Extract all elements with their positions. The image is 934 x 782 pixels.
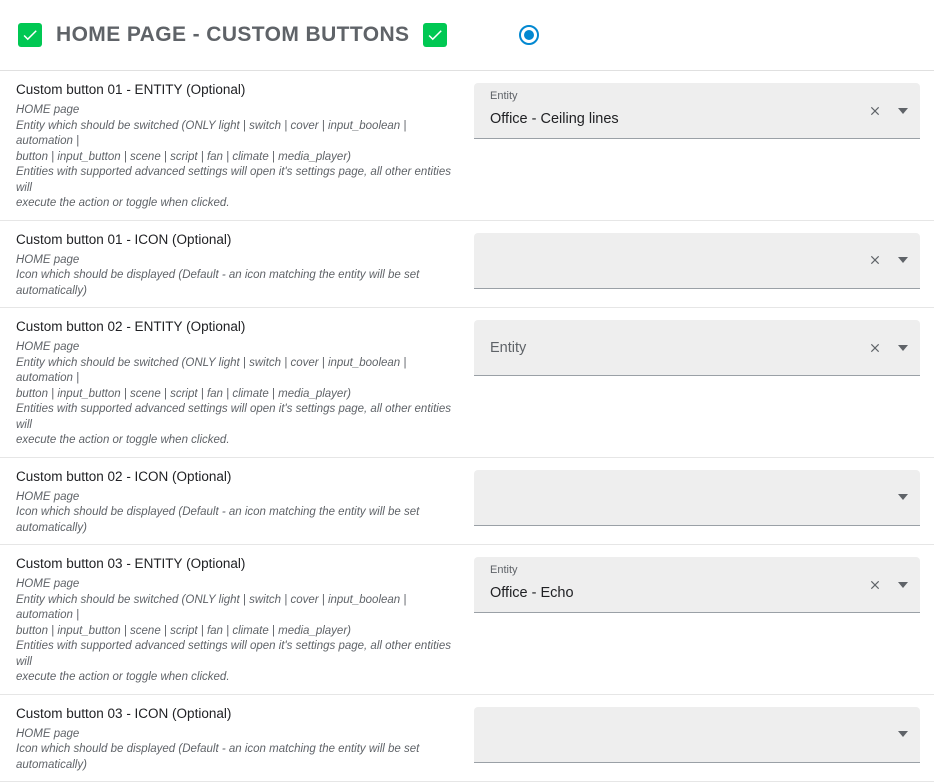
caret xyxy=(898,108,908,114)
setting-label-group xyxy=(0,318,474,449)
description-line: HOME page xyxy=(16,340,456,356)
description-line: button | input_button | scene | script | fan | climate | media_player) xyxy=(16,387,456,403)
setting-title: Custom button 02 - ICON (Optional) xyxy=(16,468,456,486)
setting-control-group xyxy=(474,318,934,376)
setting-row xyxy=(0,308,934,458)
description-line: button | input_button | scene | script | fan | climate | media_player) xyxy=(16,150,456,166)
caret xyxy=(898,582,908,588)
field-icons xyxy=(886,488,912,506)
setting-title: Custom button 02 - ENTITY (Optional) xyxy=(16,318,456,336)
chevron-down-icon[interactable] xyxy=(894,102,912,120)
description-line: Entities with supported advanced settings will open it's settings page, all other entities will xyxy=(16,165,456,196)
field-label: Entity xyxy=(490,90,518,103)
description-line: automatically) xyxy=(16,521,456,537)
field-icons xyxy=(886,725,912,743)
description-line: Icon which should be displayed (Default - an icon matching the entity will be set xyxy=(16,268,456,284)
description-line: HOME page xyxy=(16,253,456,269)
radio-selected-icon[interactable] xyxy=(519,25,539,45)
setting-control-group xyxy=(474,81,934,139)
setting-title: Custom button 03 - ICON (Optional) xyxy=(16,705,456,723)
setting-title: Custom button 01 - ENTITY (Optional) xyxy=(16,81,456,99)
description-line: automatically) xyxy=(16,758,456,774)
field-icons xyxy=(858,102,912,120)
setting-label-group xyxy=(0,231,474,300)
description-line: button | input_button | scene | script | fan | climate | media_player) xyxy=(16,624,456,640)
field-value: Office - Ceiling lines xyxy=(490,95,858,127)
setting-control-group xyxy=(474,705,934,763)
description-line: HOME page xyxy=(16,103,456,119)
icon-select-field[interactable] xyxy=(474,707,920,763)
chevron-down-icon[interactable] xyxy=(894,488,912,506)
description-line: execute the action or toggle when clicked. xyxy=(16,196,456,212)
setting-label-group xyxy=(0,705,474,774)
checkbox-checked-icon-right[interactable] xyxy=(423,23,447,47)
setting-label-group xyxy=(0,81,474,212)
entity-select-field[interactable] xyxy=(474,557,920,613)
description-line: Entity which should be switched (ONLY light | switch | cover | input_boolean | automation | xyxy=(16,119,456,150)
clear-icon[interactable] xyxy=(866,339,884,357)
caret xyxy=(898,257,908,263)
setting-description xyxy=(16,577,456,686)
description-line: Entities with supported advanced settings will open it's settings page, all other entities will xyxy=(16,639,456,670)
setting-description xyxy=(16,103,456,212)
setting-label-group xyxy=(0,555,474,686)
caret xyxy=(898,731,908,737)
setting-row xyxy=(0,545,934,695)
chevron-down-icon[interactable] xyxy=(894,576,912,594)
setting-description xyxy=(16,490,456,537)
setting-label-group xyxy=(0,468,474,537)
clear-icon[interactable] xyxy=(866,251,884,269)
page-title: HOME PAGE - CUSTOM BUTTONS xyxy=(56,23,409,47)
entity-select-field[interactable] xyxy=(474,83,920,139)
description-line: Entity which should be switched (ONLY light | switch | cover | input_boolean | automation | xyxy=(16,356,456,387)
description-line: execute the action or toggle when clicked. xyxy=(16,433,456,449)
caret xyxy=(898,345,908,351)
description-line: Entity which should be switched (ONLY light | switch | cover | input_boolean | automation | xyxy=(16,593,456,624)
setting-description xyxy=(16,253,456,300)
icon-select-field[interactable] xyxy=(474,470,920,526)
setting-row xyxy=(0,695,934,782)
setting-control-group xyxy=(474,468,934,526)
field-value: Office - Echo xyxy=(490,569,858,601)
description-line: Icon which should be displayed (Default - an icon matching the entity will be set xyxy=(16,505,456,521)
setting-row xyxy=(0,71,934,221)
clear-icon[interactable] xyxy=(866,576,884,594)
field-placeholder: Entity xyxy=(490,340,858,356)
description-line: execute the action or toggle when clicked. xyxy=(16,670,456,686)
chevron-down-icon[interactable] xyxy=(894,725,912,743)
icon-select-field[interactable] xyxy=(474,233,920,289)
settings-rows xyxy=(0,71,934,782)
description-line: HOME page xyxy=(16,490,456,506)
clear-icon[interactable] xyxy=(866,102,884,120)
field-icons xyxy=(858,339,912,357)
radio-dot xyxy=(524,30,534,40)
chevron-down-icon[interactable] xyxy=(894,339,912,357)
setting-row xyxy=(0,458,934,546)
setting-control-group xyxy=(474,555,934,613)
chevron-down-icon[interactable] xyxy=(894,251,912,269)
checkbox-checked-icon-left[interactable] xyxy=(18,23,42,47)
description-line: automatically) xyxy=(16,284,456,300)
setting-description xyxy=(16,727,456,774)
setting-row xyxy=(0,221,934,309)
entity-select-field[interactable] xyxy=(474,320,920,376)
caret xyxy=(898,494,908,500)
field-icons xyxy=(858,251,912,269)
radio-outer xyxy=(519,25,539,45)
field-label: Entity xyxy=(490,564,518,577)
description-line: HOME page xyxy=(16,727,456,743)
description-line: Icon which should be displayed (Default - an icon matching the entity will be set xyxy=(16,742,456,758)
setting-description xyxy=(16,340,456,449)
setting-title: Custom button 03 - ENTITY (Optional) xyxy=(16,555,456,573)
description-line: Entities with supported advanced settings will open it's settings page, all other entities will xyxy=(16,402,456,433)
page-header xyxy=(0,0,934,71)
description-line: HOME page xyxy=(16,577,456,593)
setting-control-group xyxy=(474,231,934,289)
field-icons xyxy=(858,576,912,594)
setting-title: Custom button 01 - ICON (Optional) xyxy=(16,231,456,249)
